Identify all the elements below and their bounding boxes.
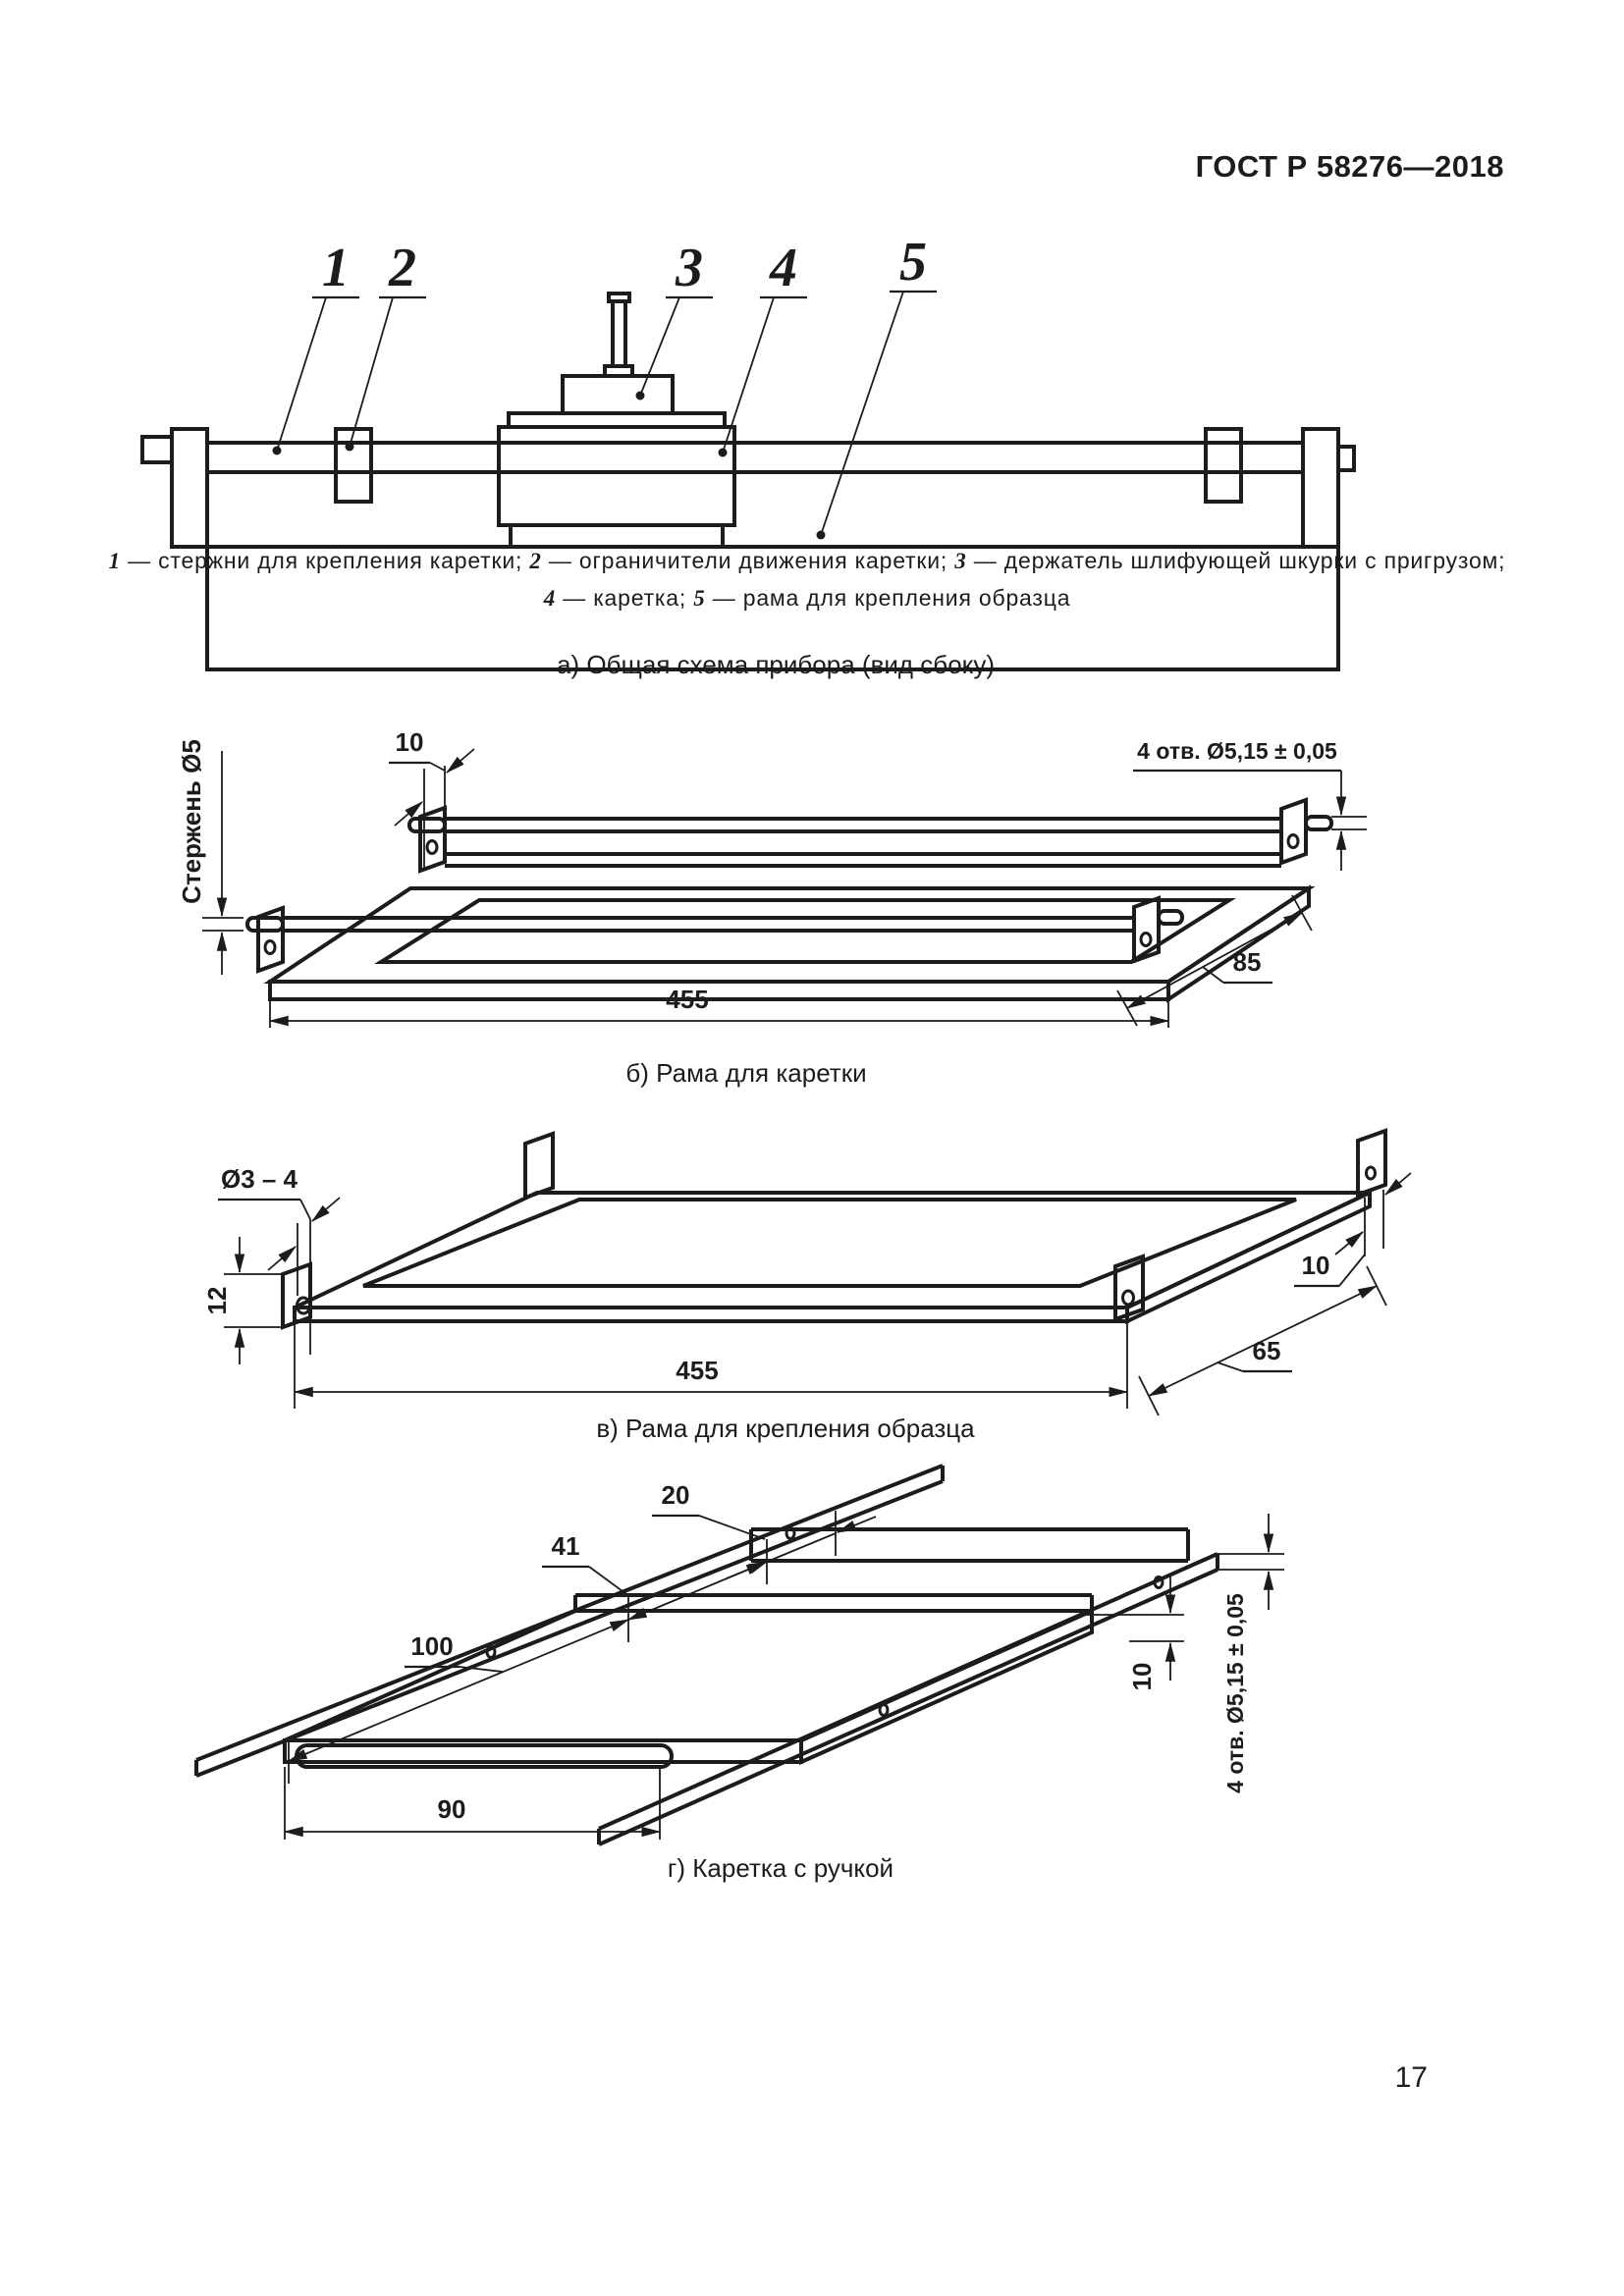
dim-b-width-label: 85 — [1232, 947, 1262, 977]
figure-b-caption: б) Рама для каретки — [625, 1058, 867, 1088]
figure-d-drawing — [59, 1463, 1394, 1875]
dim-b-rod-label: Стержень Ø5 — [177, 739, 206, 904]
dim-c-hole-dia-label: Ø3 – 4 — [220, 1164, 298, 1194]
figure-a-drawing — [128, 211, 1345, 682]
frame-c-dimensions — [218, 1173, 1411, 1415]
figure-c-drawing — [137, 1129, 1453, 1423]
dim-b-holes-label: 4 отв. Ø5,15 ± 0,05 — [1137, 738, 1337, 764]
dim-d-holes-label: 4 отв. Ø5,15 ± 0,05 — [1222, 1593, 1248, 1793]
figure-b-drawing — [137, 712, 1443, 1036]
dim-c-tab-height-label: 12 — [202, 1286, 232, 1315]
figure-a-caption: а) Общая схема прибора (вид сбоку) — [557, 650, 995, 679]
dim-c-offset-label: 10 — [1301, 1251, 1330, 1280]
dim-b-length-label: 455 — [666, 985, 709, 1014]
frame-b-outline — [247, 800, 1331, 999]
standard-number: ГОСТ Р 58276—2018 — [1195, 149, 1504, 184]
part-label-3: 3 — [676, 238, 703, 298]
carriage-outline — [196, 1466, 1218, 1844]
side-view-outline — [142, 294, 1354, 669]
dim-b-offset-label: 10 — [395, 727, 424, 757]
dim-d-41-label: 41 — [551, 1531, 580, 1561]
part-label-5: 5 — [899, 232, 927, 293]
part-label-2: 2 — [389, 238, 416, 298]
figure-a-legend-line-2: 4 — каретка; 5 — рама для крепления образца — [543, 585, 1071, 611]
figure-a-legend-line-1: 1 — стержни для крепления каретки; 2 — ограничители движения каретки; 3 — держатель шлифующей шкурки с пригрузом; — [108, 548, 1506, 573]
figure-c-caption: в) Рама для крепления образца — [596, 1414, 975, 1443]
frame-c-outline — [283, 1131, 1385, 1327]
dim-c-width-label: 65 — [1252, 1336, 1281, 1365]
dim-d-20-label: 20 — [661, 1480, 690, 1510]
dim-c-length-label: 455 — [676, 1356, 719, 1385]
dim-d-height-label: 10 — [1127, 1662, 1157, 1691]
page-number: 17 — [1394, 2061, 1428, 2094]
figure-d-caption: г) Каретка с ручкой — [667, 1853, 894, 1883]
part-label-1: 1 — [322, 238, 350, 298]
part-label-4: 4 — [770, 238, 797, 298]
dim-d-90-label: 90 — [437, 1794, 466, 1824]
dim-d-100-label: 100 — [410, 1631, 454, 1661]
